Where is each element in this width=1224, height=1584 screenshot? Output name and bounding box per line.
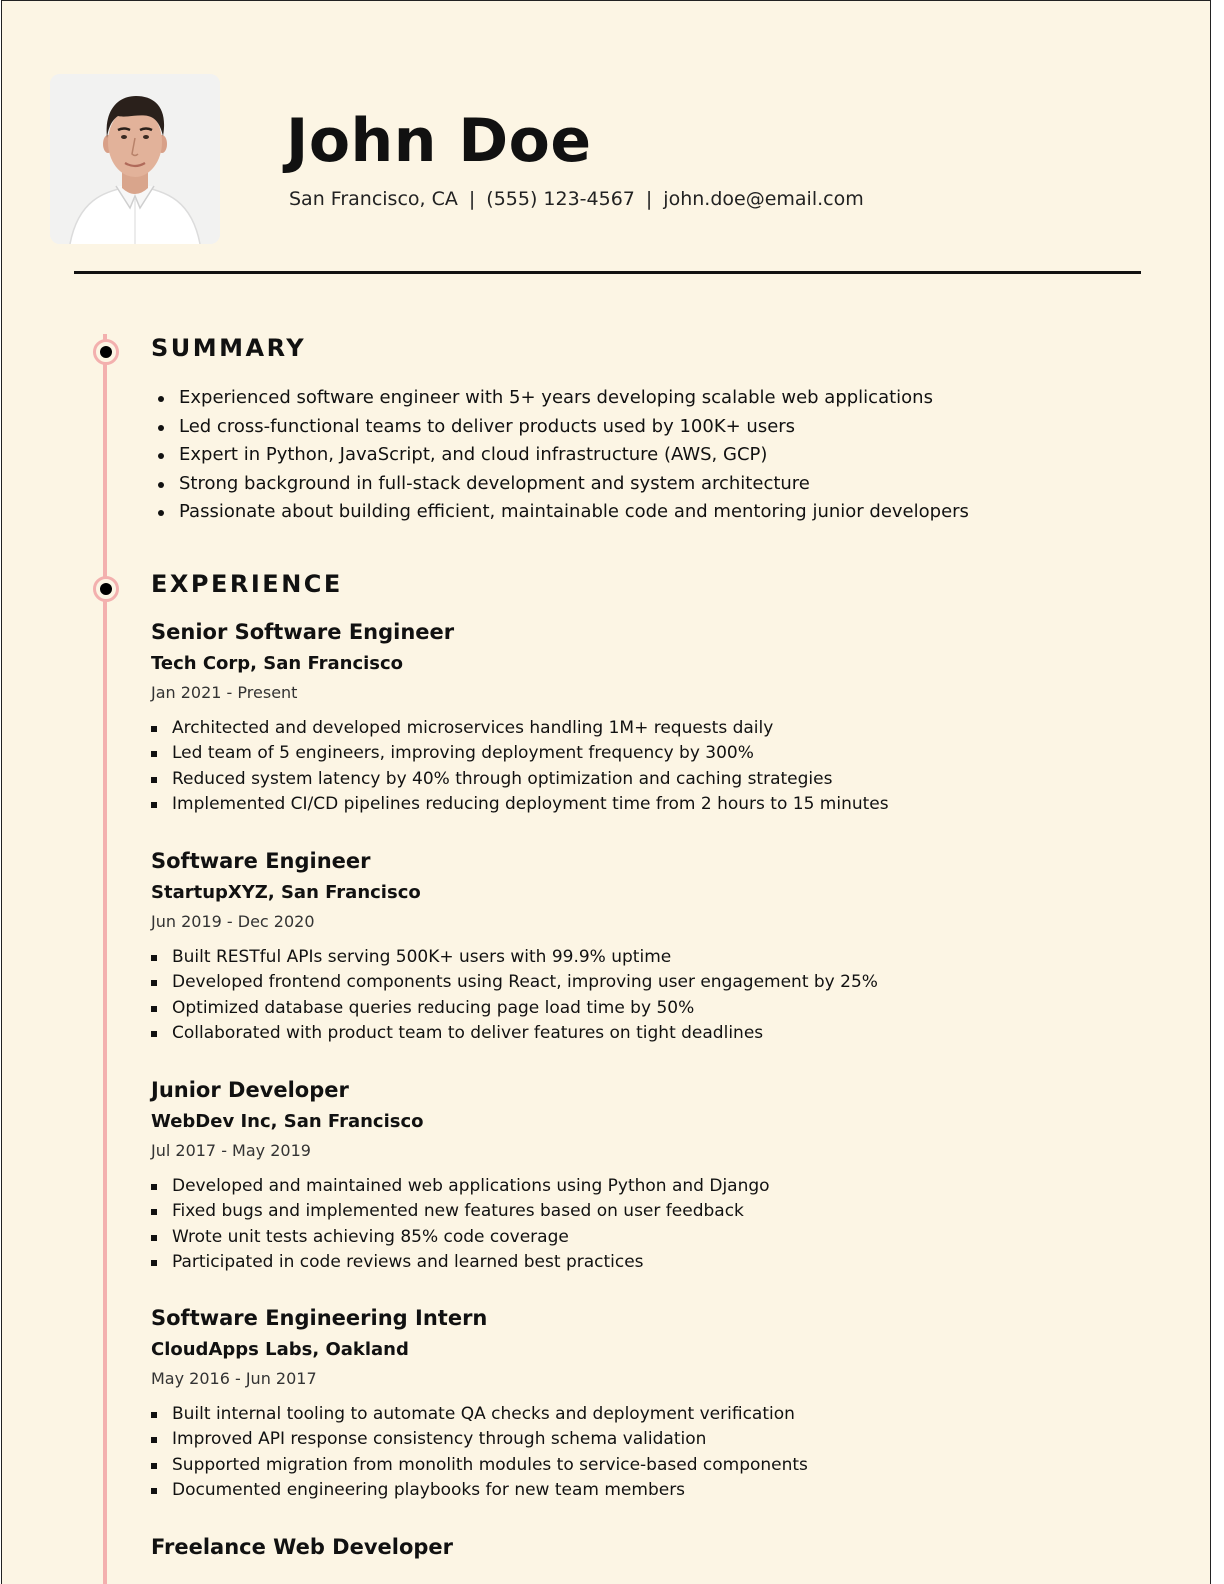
- profile-photo: [50, 74, 220, 244]
- job-bullet-list: [151, 716, 889, 817]
- job-company: Tech Corp, San Francisco: [151, 653, 404, 674]
- profile-photo-image: [50, 74, 220, 244]
- job-bullet-list: [151, 945, 878, 1046]
- job-title: Junior Developer: [151, 1078, 349, 1102]
- summary-item: Experienced software engineer with 5+ years developing scalable web applications: [151, 384, 969, 413]
- job-bullet-list: [151, 1402, 808, 1503]
- candidate-name: John Doe: [286, 106, 592, 176]
- contact-separator: |: [645, 188, 653, 210]
- job-dates: Jul 2017 - May 2019: [151, 1141, 311, 1160]
- summary-item: Led cross-functional teams to deliver products used by 100K+ users: [151, 413, 969, 442]
- summary-item: Strong background in full-stack development and system architecture: [151, 470, 969, 499]
- job-bullet: Optimized database queries reducing page load time by 50%: [151, 996, 878, 1021]
- resume-page: [1, 0, 1211, 1584]
- job-dates: May 2016 - Jun 2017: [151, 1369, 317, 1388]
- job-title: Software Engineering Intern: [151, 1306, 488, 1330]
- summary-timeline-marker: [93, 339, 119, 365]
- job-title: Freelance Web Developer: [151, 1535, 454, 1559]
- job-bullet: Wrote unit tests achieving 85% code coverage: [151, 1225, 770, 1250]
- job-bullet-list: [151, 1174, 770, 1275]
- job-entry: [151, 847, 878, 1046]
- job-dates: Jun 2019 - Dec 2020: [151, 912, 315, 931]
- job-bullet: Documented engineering playbooks for new team members: [151, 1478, 808, 1503]
- job-title: Senior Software Engineer: [151, 620, 455, 644]
- job-bullet: Implemented CI/CD pipelines reducing deployment time from 2 hours to 15 minutes: [151, 792, 889, 817]
- job-company: WebDev Inc, San Francisco: [151, 1111, 424, 1132]
- summary-item: Expert in Python, JavaScript, and cloud infrastructure (AWS, GCP): [151, 441, 969, 470]
- job-company: StartupXYZ, San Francisco: [151, 882, 421, 903]
- job-bullet: Built internal tooling to automate QA checks and deployment verification: [151, 1402, 808, 1427]
- job-bullet: Developed frontend components using React, improving user engagement by 25%: [151, 970, 878, 995]
- job-bullet: Reduced system latency by 40% through optimization and caching strategies: [151, 767, 889, 792]
- job-bullet: Led team of 5 engineers, improving deployment frequency by 300%: [151, 741, 889, 766]
- job-entry: [151, 1076, 770, 1275]
- job-bullet: Participated in code reviews and learned best practices: [151, 1250, 770, 1275]
- job-title: Software Engineer: [151, 849, 371, 873]
- contact-email[interactable]: john.doe@email.com: [663, 188, 864, 210]
- summary-heading: SUMMARY: [151, 334, 307, 362]
- job-company: CloudApps Labs, Oakland: [151, 1339, 409, 1360]
- job-bullet: Improved API response consistency through schema validation: [151, 1427, 808, 1452]
- job-entry: [151, 618, 889, 817]
- summary-list: [151, 384, 969, 527]
- contact-location: San Francisco, CA: [289, 188, 458, 210]
- job-bullet: Fixed bugs and implemented new features based on user feedback: [151, 1199, 770, 1224]
- job-bullet: Built RESTful APIs serving 500K+ users with 99.9% uptime: [151, 945, 878, 970]
- job-entry: [151, 1304, 808, 1503]
- job-bullet: Architected and developed microservices handling 1M+ requests daily: [151, 716, 889, 741]
- experience-heading: EXPERIENCE: [151, 570, 343, 598]
- contact-line: [289, 187, 864, 211]
- contact-phone[interactable]: (555) 123-4567: [486, 188, 635, 210]
- job-bullet: Collaborated with product team to deliver features on tight deadlines: [151, 1021, 878, 1046]
- job-bullet: Supported migration from monolith modules to service-based components: [151, 1453, 808, 1478]
- summary-item: Passionate about building efficient, maintainable code and mentoring junior developers: [151, 498, 969, 527]
- contact-separator: |: [468, 188, 476, 210]
- job-bullet: Developed and maintained web applications using Python and Django: [151, 1174, 770, 1199]
- header-divider: [74, 271, 1141, 274]
- timeline-line: [103, 334, 107, 1584]
- job-entry: [151, 1533, 453, 1561]
- job-dates: Jan 2021 - Present: [151, 683, 298, 702]
- experience-timeline-marker: [93, 576, 119, 602]
